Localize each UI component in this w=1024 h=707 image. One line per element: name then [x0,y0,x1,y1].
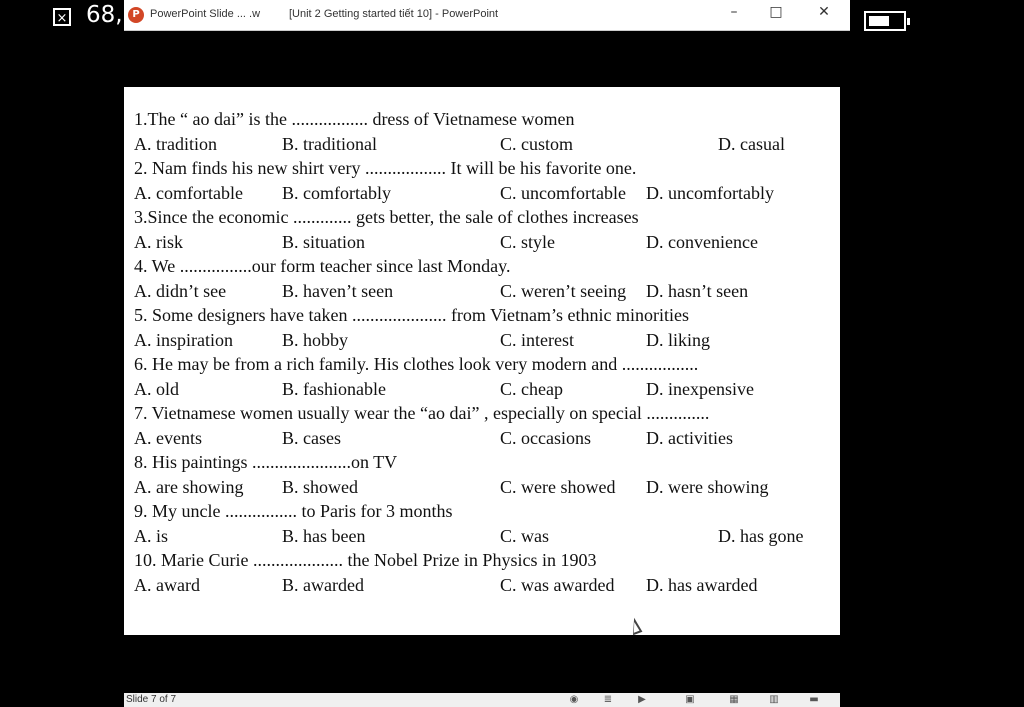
answer-option: B. cases [282,427,341,448]
question-stem: 1.The “ ao dai” is the ................. dress of Vietnamese women [134,109,575,129]
answer-option: D. were showing [646,476,769,497]
options-row [134,524,834,549]
answer-option: A. didn’t see [134,280,227,301]
answer-option: D. uncomfortably [646,182,774,203]
question-stem: 7. Vietnamese women usually wear the “ao dai” , especially on special .............. [134,403,710,423]
options-row [134,279,834,304]
reading-view-icon[interactable]: ▥ [769,694,779,705]
answer-option: D. convenience [646,231,758,252]
answer-option: C. interest [500,329,574,350]
options-row [134,426,834,451]
play-icon[interactable]: ▶ [638,694,646,705]
document-title: [Unit 2 Getting started tiết 10] - PowerPoint [289,8,499,20]
quiz-content [134,107,834,597]
status-bar [124,693,840,707]
answer-option: C. custom [500,133,574,154]
answer-option: C. occasions [500,427,591,448]
answer-option: D. liking [646,329,711,350]
battery-icon [864,11,906,31]
options-row [134,132,834,157]
question-stem: 4. We ................our form teacher since last Monday. [134,256,511,276]
question-stem: 5. Some designers have taken ..................... from Vietnam’s ethnic minorities [134,305,689,325]
answer-option: A. comfortable [134,182,243,203]
answer-option: D. activities [646,427,733,448]
answer-option: C. style [500,231,556,252]
answer-option: C. uncomfortable [500,182,626,203]
answer-option: B. comfortably [282,182,391,203]
answer-option: C. cheap [500,378,563,399]
question-stem: 10. Marie Curie .................... the Nobel Prize in Physics in 1903 [134,550,597,570]
question-stem: 2. Nam finds his new shirt very .................. It will be his favorite one. [134,158,637,178]
answer-option: A. tradition [134,133,217,154]
app-label: PowerPoint Slide ... .w [150,8,261,20]
slide-canvas[interactable] [124,87,840,635]
answer-option: A. are showing [134,476,244,497]
answer-option: B. has been [282,525,366,546]
battery-percentage: 68, [86,2,123,28]
notes-icon[interactable]: ≣ [603,694,613,705]
options-row [134,181,834,206]
answer-option: D. casual [718,133,785,154]
options-row [134,328,834,353]
normal-view-icon[interactable]: ▣ [685,694,695,705]
slideshow-icon[interactable]: ▬ [809,694,819,705]
answer-option: C. were showed [500,476,616,497]
powerpoint-titlebar [124,0,850,31]
answer-option: C. weren’t seeing [500,280,627,301]
answer-option: B. showed [282,476,358,497]
powerpoint-logo-icon: P [128,7,144,23]
answer-option: A. old [134,378,179,399]
options-row [134,573,834,598]
minimize-button[interactable]: – [730,4,738,20]
close-button[interactable]: ✕ [818,4,830,20]
answer-option: A. is [134,525,169,546]
question-stem: 3.Since the economic ............. gets better, the sale of clothes increases [134,207,639,227]
answer-option: C. was [500,525,549,546]
answer-option: A. risk [134,231,183,252]
answer-option: B. haven’t seen [282,280,394,301]
question-stem: 8. His paintings ......................on TV [134,452,398,472]
options-row [134,475,834,500]
question-stem: 6. He may be from a rich family. His clothes look very modern and ................. [134,354,699,374]
answer-option: B. fashionable [282,378,386,399]
answer-option: B. situation [282,231,366,252]
answer-option: D. has gone [718,525,804,546]
slide-sorter-icon[interactable]: ▦ [729,694,739,705]
accessibility-icon[interactable]: ◉ [569,694,579,705]
answer-option: D. hasn’t seen [646,280,749,301]
answer-option: A. inspiration [134,329,233,350]
options-row [134,230,834,255]
answer-option: C. was awarded [500,574,615,595]
answer-option: B. hobby [282,329,349,350]
outer-close-icon[interactable]: × [53,8,71,26]
answer-option: D. inexpensive [646,378,754,399]
answer-option: A. events [134,427,202,448]
answer-option: B. awarded [282,574,364,595]
restore-button[interactable]: □ [769,4,783,20]
answer-option: B. traditional [282,133,377,154]
options-row [134,377,834,402]
slide-counter: Slide 7 of 7 [126,694,177,705]
answer-option: D. has awarded [646,574,758,595]
question-stem: 9. My uncle ................ to Paris for 3 months [134,501,453,521]
answer-option: A. award [134,574,200,595]
